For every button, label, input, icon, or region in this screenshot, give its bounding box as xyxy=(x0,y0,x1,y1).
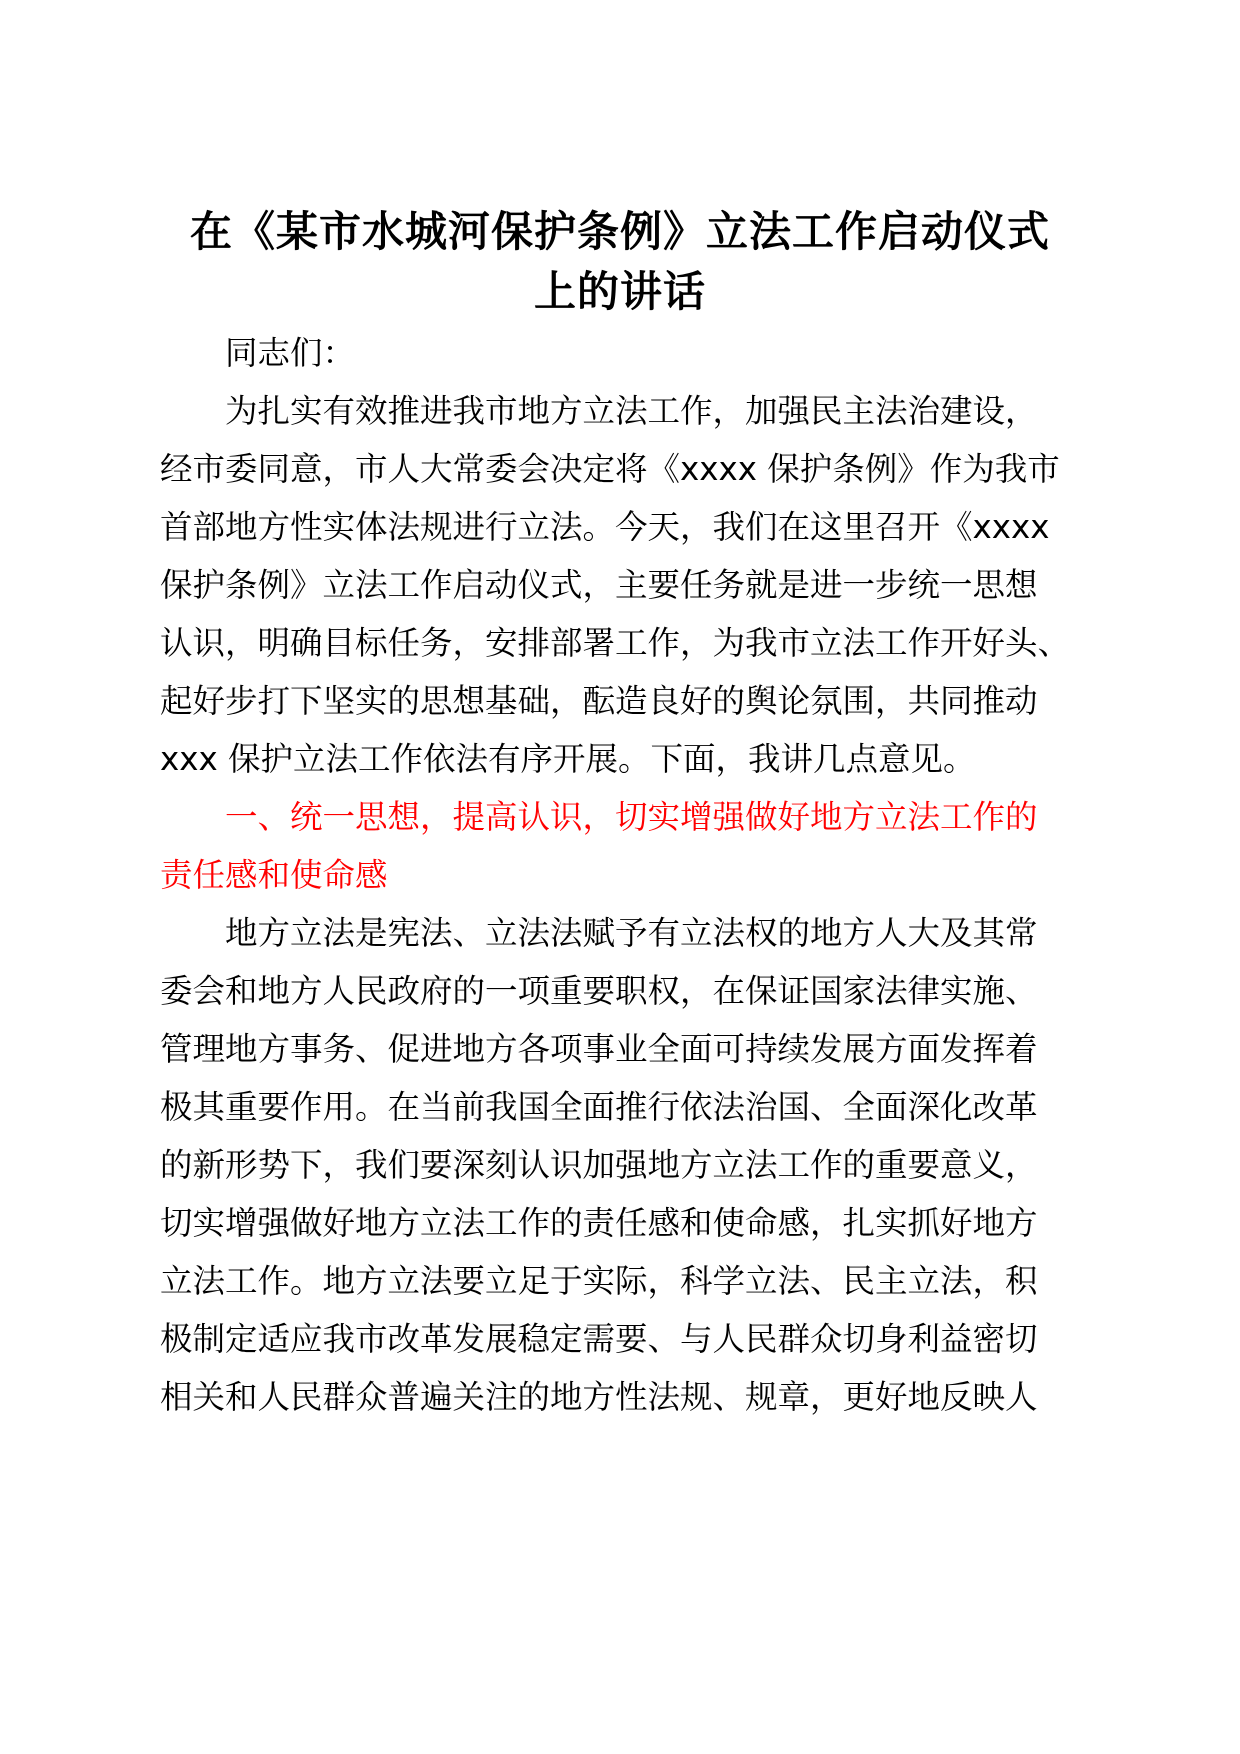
paragraph-1-line: 认识，明确目标任务，安排部署工作，为我市立法工作开好头、 xyxy=(160,624,1071,662)
paragraph-2-line: 相关和人民群众普遍关注的地方性法规、规章，更好地反映人 xyxy=(160,1378,1038,1416)
paragraph-1-line: 保护条例》立法工作启动仪式，主要任务就是进一步统一思想 xyxy=(160,566,1038,604)
paragraph-1-line: 起好步打下坚实的思想基础，酝造良好的舆论氛围，共同推动 xyxy=(160,682,1038,720)
paragraph-2-line: 地方立法是宪法、立法法赋予有立法权的地方人大及其常 xyxy=(225,914,1038,952)
paragraph-2-line: 管理地方事务、促进地方各项事业全面可持续发展方面发挥着 xyxy=(160,1030,1038,1068)
paragraph-2-line: 立法工作。地方立法要立足于实际，科学立法、民主立法，积 xyxy=(160,1262,1038,1300)
paragraph-1-line: 为扎实有效推进我市地方立法工作，加强民主法治建设， xyxy=(225,392,1038,430)
section-heading-line: 责任感和使命感 xyxy=(160,856,388,894)
section-heading-line: 一、统一思想，提高认识，切实增强做好地方立法工作的 xyxy=(225,798,1038,836)
paragraph-2-line: 极制定适应我市改革发展稳定需要、与人民群众切身利益密切 xyxy=(160,1320,1038,1358)
salutation: 同志们： xyxy=(225,334,356,372)
paragraph-1-line: 首部地方性实体法规进行立法。今天，我们在这里召开《xxxx xyxy=(160,508,1050,546)
paragraph-1-line: xxx 保护立法工作依法有序开展。下面，我讲几点意见。 xyxy=(160,740,976,778)
paragraph-2-line: 极其重要作用。在当前我国全面推行依法治国、全面深化改革 xyxy=(160,1088,1038,1126)
paragraph-2-line: 切实增强做好地方立法工作的责任感和使命感，扎实抓好地方 xyxy=(160,1204,1038,1242)
paragraph-1-line: 经市委同意，市人大常委会决定将《xxxx 保护条例》作为我市 xyxy=(160,450,1060,488)
paragraph-2-line: 委会和地方人民政府的一项重要职权，在保证国家法律实施、 xyxy=(160,972,1038,1010)
paragraph-2-line: 的新形势下，我们要深刻认识加强地方立法工作的重要意义， xyxy=(160,1146,1038,1184)
document-title-line-2: 上的讲话 xyxy=(533,267,706,316)
document-title-line-1: 在《某市水城河保护条例》立法工作启动仪式 xyxy=(189,207,1050,256)
